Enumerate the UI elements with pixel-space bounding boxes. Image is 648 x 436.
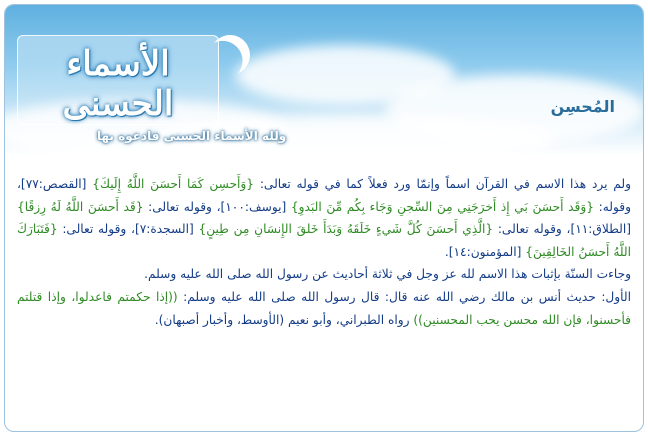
paragraph-3 bbox=[17, 286, 631, 331]
text-segment: [المؤمنون:١٤]. bbox=[444, 244, 526, 259]
text-segment: [السجدة:٧]، وقوله تعالى: bbox=[57, 222, 199, 237]
quran-verse: {الَّذِي أَحسَنَ كُلَّ شَيءٍ خَلَقَهُ وَبَدَأَ خَلقَ الإِنسَانِ مِن طِينٍ} bbox=[198, 222, 494, 237]
text-segment: [القصص:٧٧]، وقوله: bbox=[17, 177, 631, 214]
tagline: ولله الأسماء الحسنى فادعوه بها bbox=[97, 129, 287, 143]
quran-verse: {وَقَد أَحسَنَ بَي إِذ أَخرَجَنِي مِنَ السِّجنِ وَجَاء بِكُم مِّنَ البَدوِ} bbox=[290, 199, 595, 214]
quran-verse: {فَتَبَارَكَ اللَّهُ أَحسَنُ الخَالِقِينَ} bbox=[17, 222, 631, 259]
text-segment: الأول: حديث أنس بن مالك رضي الله عنه قال: قال رسول الله صلى الله عليه وسلم: bbox=[177, 289, 631, 304]
text-segment: رواه الطبراني، وأبو نعيم (الأوسط، وأخبار أصبهان). bbox=[154, 312, 414, 327]
paragraph-1 bbox=[17, 173, 631, 263]
quran-verse: {وَأَحسِن كَمَا أَحسَنَ اللَّهُ إِلَيكَ} bbox=[92, 177, 255, 191]
text-segment: ولم يرد هذا الاسم في القرآن اسماً وإنمّا ورد فعلاً كما في قوله تعالى: bbox=[254, 177, 632, 191]
page-title: المُحسِن bbox=[550, 97, 615, 116]
article-body bbox=[17, 173, 631, 331]
text-segment: [يوسف:١٠٠]، وقوله تعالى: bbox=[143, 199, 291, 214]
quran-verse: {قَد أَحسَنَ اللَّهُ لَهُ رِزقًا} bbox=[17, 199, 144, 214]
page-frame bbox=[4, 4, 644, 432]
logo-box bbox=[17, 35, 219, 125]
paragraph-2: وجاءت السنّة بإثبات هذا الاسم لله عز وجل في ثلاثة أحاديث عن رسول الله صلى الله عليه وسلم. bbox=[144, 267, 631, 282]
text-segment: [الطلاق:١١]، وقوله تعالى: bbox=[493, 222, 631, 237]
logo-text: الأسماء الحسنى bbox=[62, 44, 174, 124]
hadith-text: ((إذا حكمتم فاعدلوا، وإذا قتلتم فأحسنوا، فإن الله محسن يحب المحسنين)) bbox=[17, 289, 631, 327]
